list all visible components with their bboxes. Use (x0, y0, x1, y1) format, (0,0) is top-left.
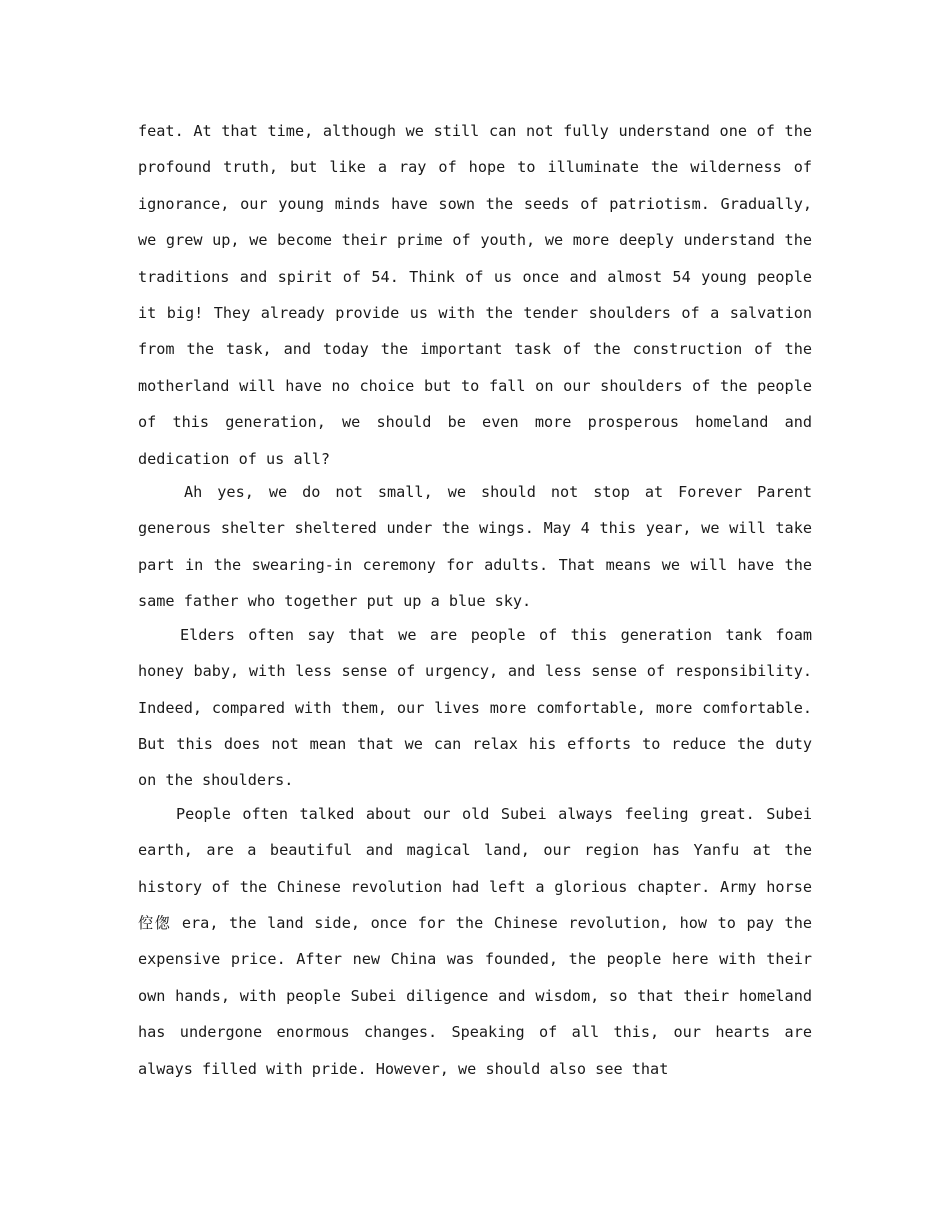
paragraph-3: Elders often say that we are people of this generation tank foam honey baby, with less sense of urgency, and less sense of responsibility. Indeed, compared with them, our lives more comfortable, more comfortable. But this does not mean that we can relax his efforts to reduce the duty on the shoulders. (138, 625, 812, 790)
body-text (138, 113, 812, 1087)
paragraph-4: People often talked about our old Subei always feeling great. Subei earth, are a beautiful and magical land, our region has Yanfu at the history of the Chinese revolution had left a glorious chapter. Army horse 倥偬 era, the land side, once for the Chinese revolution, how to pay the expensive price. After new China was founded, the people here with their own hands, with people Subei diligence and wisdom, so that their homeland has undergone enormous changes. Speaking of all this, our hearts are always filled with pride. However, we should also see that (138, 804, 812, 1078)
paragraph-1: feat. At that time, although we still can not fully understand one of the profound truth, but like a ray of hope to illuminate the wilderness of ignorance, our young minds have sown the seeds of patriotism. Gradually, we grew up, we become their prime of youth, we more deeply understand the traditions and spirit of 54. Think of us once and almost 54 young people it big! They already provide us with the tender shoulders of a salvation from the task, and today the important task of the construction of the motherland will have no choice but to fall on our shoulders of the people of this generation, we should be even more prosperous homeland and dedication of us all? (138, 122, 812, 468)
paragraph-2: Ah yes, we do not small, we should not stop at Forever Parent generous shelter sheltered under the wings. May 4 this year, we will take part in the swearing-in ceremony for adults. That means we will have the same father who together put up a blue sky. (138, 483, 812, 611)
